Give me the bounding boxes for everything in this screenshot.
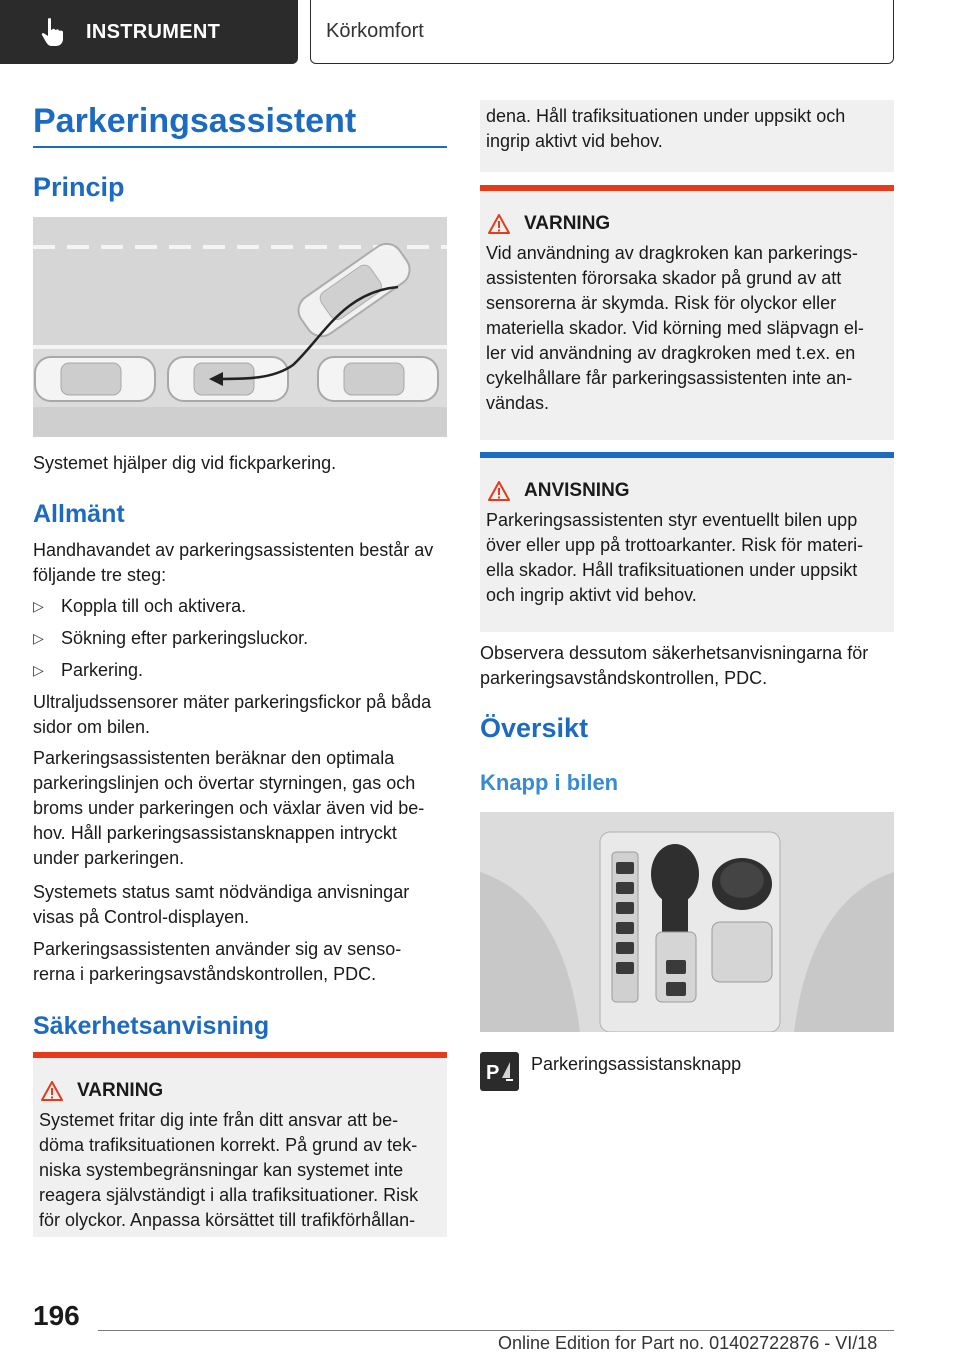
warning-label: VARNING — [524, 213, 611, 234]
warning-text: Systemet fritar dig inte från ditt ansvar att be- döma trafiksituationen korrekt. På grund av tek- niska systembegränsningar kan systemet inte reagera självständigt i alla trafiksituationer. Risk för olyckor. Anpassa körsättet till trafikförhållan- — [39, 1110, 419, 1230]
notice-bar — [480, 452, 894, 458]
warning-box — [33, 1052, 447, 1237]
paragraph: Systemets status samt nödvändiga anvisningar visas på Control-displayen. — [33, 882, 410, 927]
paragraph: Parkeringsassistenten beräknar den optimala parkeringslinjen och övertar styrningen, gas och broms under parkeringen och växlar även vid be- hov. Håll parkeringsassistansknappen intryckt under parkeringen. — [33, 748, 425, 868]
parking-p-icon — [480, 1052, 519, 1091]
warning-title — [488, 213, 894, 235]
hand-pointer-icon — [40, 17, 66, 47]
warning-label: VARNING — [77, 1080, 164, 1101]
warning-triangle-icon — [488, 214, 510, 234]
warning-box — [480, 185, 894, 440]
warning-text: dena. Håll trafiksituationen under uppsikt och ingrip aktivt vid behov. — [486, 106, 846, 151]
safety-note: Observera dessutom säkerhetsanvisningarna för parkeringsavståndskontrollen, PDC. — [480, 643, 869, 688]
warning-triangle-icon — [488, 481, 510, 501]
list-item — [33, 658, 143, 683]
warning-text: Vid användning av dragkroken kan parkerings- assistenten förorsaka skador på grund av att sensorerna är skymda. Risk för olyckor eller materiella skador. Vid körning med släpvagn el- ler vid användning av dragkroken med t.ex. en cykelhållare får parkeringsassistenten inte an- vändas. — [486, 243, 864, 413]
header-chapter-label: Körkomfort — [326, 20, 424, 42]
warning-bar — [480, 185, 894, 191]
principle-caption: Systemet hjälper dig vid fickparkering. — [33, 453, 337, 473]
parking-illustration — [33, 217, 447, 437]
warning-title — [41, 1080, 447, 1102]
page-title: Parkeringsassistent — [33, 102, 357, 140]
step-text: Koppla till och aktivera. — [61, 596, 247, 616]
button-caption: Parkeringsassistansknapp — [531, 1054, 742, 1074]
notice-text: Parkeringsassistenten styr eventuellt bilen upp över eller upp på trottoarkanter. Risk för materi- ella skador. Håll trafiksituationen under uppsikt och ingrip aktivt vid behov. — [486, 510, 864, 605]
notice-box — [480, 452, 894, 632]
notice-label: ANVISNING — [524, 480, 630, 501]
paragraph: Ultraljudssensorer mäter parkeringsfickor på båda sidor om bilen. — [33, 692, 432, 737]
warning-box-continued — [480, 100, 894, 172]
footer-edition: Online Edition for Part no. 01402722876 - VI/18 — [498, 1333, 878, 1353]
parking-assist-button-icon — [480, 1052, 519, 1091]
header-section-label: INSTRUMENT — [86, 20, 221, 43]
step-text: Parkering. — [61, 660, 144, 680]
footer-rule — [98, 1330, 894, 1331]
triangle-bullet-icon: ▷ — [33, 598, 44, 614]
overview-subheading: Knapp i bilen — [480, 770, 619, 795]
principle-heading: Princip — [33, 172, 125, 202]
triangle-bullet-icon: ▷ — [33, 630, 44, 646]
safety-heading: Säkerhetsanvisning — [33, 1012, 270, 1040]
svg-text:P: P — [486, 1062, 500, 1084]
warning-bar — [33, 1052, 447, 1058]
notice-title — [488, 480, 894, 502]
list-item — [33, 594, 246, 619]
step-text: Sökning efter parkeringsluckor. — [61, 628, 309, 648]
overview-heading: Översikt — [480, 713, 589, 743]
paragraph: Parkeringsassistenten använder sig av senso- rerna i parkeringsavståndskontrollen, PDC. — [33, 939, 402, 984]
general-heading: Allmänt — [33, 500, 125, 528]
triangle-bullet-icon: ▷ — [33, 662, 44, 678]
parked-car-left — [35, 357, 155, 401]
header-section-tab — [0, 0, 298, 64]
parked-car-right — [318, 357, 438, 401]
title-rule — [33, 146, 447, 148]
header-chapter-tab — [310, 0, 894, 64]
general-intro: Handhavandet av parkeringsassistenten består av följande tre steg: — [33, 540, 434, 585]
warning-triangle-icon — [41, 1081, 63, 1101]
center-console-illustration — [480, 812, 894, 1032]
list-item — [33, 626, 308, 651]
page-number: 196 — [33, 1300, 80, 1331]
